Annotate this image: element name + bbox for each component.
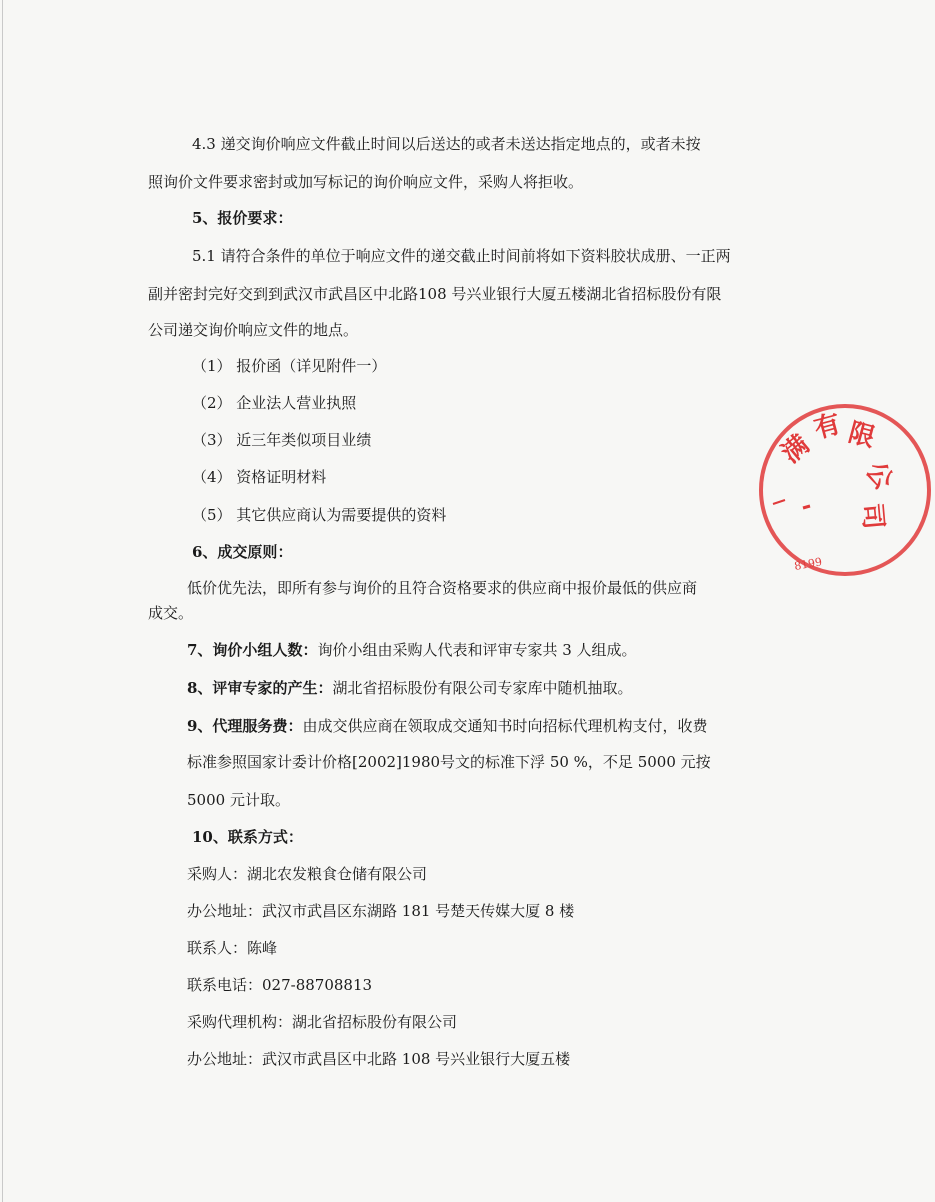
- seal-outer-ring: [761, 406, 929, 574]
- section-9-line-2: 标准参照国家计委计价格[2002]1980号文的标准下浮 50 %，不足 5000 元按: [187, 753, 711, 771]
- list-item: （1） 报价函（详见附件一）: [192, 357, 387, 375]
- contact-phone: 联系电话：027-88708813: [187, 976, 373, 994]
- section-8-line: [187, 678, 632, 698]
- section-5-para-line-1: 5.1 请符合条件的单位于响应文件的递交截止时间前将如下资料胶状成册、一正两: [192, 247, 731, 265]
- scan-edge: [2, 0, 3, 1202]
- seal-char: 有: [811, 409, 844, 445]
- list-item: （5） 其它供应商认为需要提供的资料: [192, 506, 447, 524]
- contact-agency: 采购代理机构：湖北省招标股份有限公司: [187, 1013, 458, 1031]
- section-5-para-line-3: 公司递交询价响应文件的地点。: [148, 321, 359, 339]
- section-7-label: 7、询价小组人数：: [187, 641, 318, 659]
- contact-purchaser: 采购人：湖北农发粮食仓储有限公司: [187, 865, 428, 883]
- section-6-para-line-1: 低价优先法，即所有参与询价的且符合资格要求的供应商中报价最低的供应商: [187, 579, 698, 597]
- section-9-line-1: [187, 716, 707, 736]
- section-4-3-line-2: 照询价文件要求密封或加写标记的询价响应文件，采购人将拒收。: [148, 173, 584, 191]
- section-7-line: [187, 640, 637, 660]
- section-4-3-line-1: 4.3 递交询价响应文件截止时间以后送达的或者未送达指定地点的，或者未按: [192, 135, 701, 153]
- section-7-text: 询价小组由采购人代表和评审专家共 3 人组成。: [317, 641, 637, 659]
- section-8-text: 湖北省招标股份有限公司专家库中随机抽取。: [332, 679, 633, 697]
- contact-person: 联系人：陈峰: [187, 939, 278, 957]
- section-5-heading: 5、报价要求：: [192, 209, 293, 227]
- seal-mark: [803, 506, 810, 508]
- seal-mark: [773, 500, 785, 504]
- seal-number: 8199: [793, 555, 824, 573]
- seal-char: 满: [776, 429, 816, 470]
- section-8-label: 8、评审专家的产生：: [187, 679, 333, 697]
- section-9-line-3: 5000 元计取。: [187, 791, 290, 809]
- section-6-para-line-2: 成交。: [148, 604, 194, 622]
- contact-agency-address: 办公地址：武汉市武昌区中北路 108 号兴业银行大厦五楼: [187, 1050, 571, 1068]
- contact-purchaser-address: 办公地址：武汉市武昌区东湖路 181 号楚天传媒大厦 8 楼: [187, 902, 575, 920]
- section-9-text-1: 由成交供应商在领取成交通知书时向招标代理机构支付，收费: [302, 717, 708, 735]
- company-seal: [755, 400, 935, 580]
- list-item: （2） 企业法人营业执照: [192, 394, 357, 412]
- list-item: （3） 近三年类似项目业绩: [192, 431, 372, 449]
- seal-char: 限: [845, 417, 879, 454]
- section-9-label: 9、代理服务费：: [187, 717, 303, 735]
- seal-char: 司: [856, 501, 889, 531]
- seal-char: 公: [859, 456, 899, 496]
- list-item: （4） 资格证明材料: [192, 468, 327, 486]
- section-5-para-line-2: 副并密封完好交到到武汉市武昌区中北路108 号兴业银行大厦五楼湖北省招标股份有限: [148, 285, 722, 303]
- section-6-heading: 6、成交原则：: [192, 543, 293, 561]
- section-10-heading: 10、联系方式：: [192, 828, 303, 846]
